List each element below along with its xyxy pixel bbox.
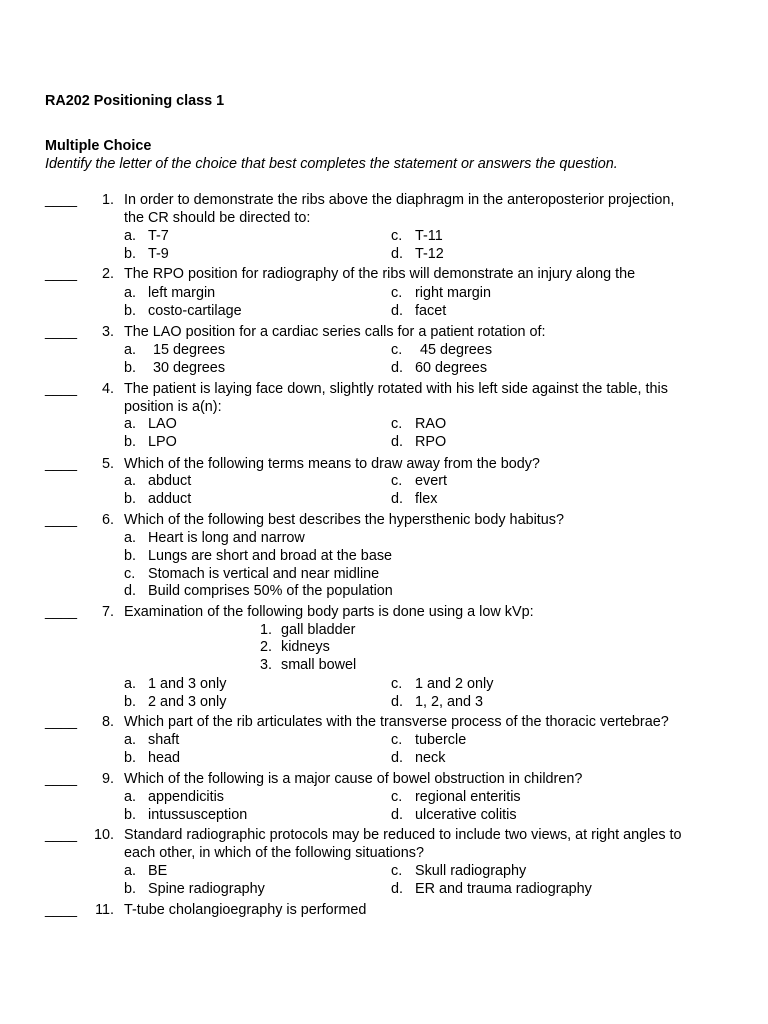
question-number: 8. bbox=[101, 714, 114, 730]
question-number: 1. bbox=[101, 192, 114, 208]
option-d[interactable]: d. flex bbox=[391, 491, 438, 507]
question-stem: Examination of the following body parts is done using a low kVp: bbox=[124, 604, 534, 620]
question-number: 3. bbox=[101, 324, 114, 340]
option-b[interactable]: b. 2 and 3 only bbox=[124, 694, 227, 710]
option-c[interactable]: c. RAO bbox=[391, 416, 447, 432]
option-d[interactable]: d. 1, 2, and 3 bbox=[391, 694, 484, 710]
option-a[interactable]: a. shaft bbox=[124, 732, 180, 748]
option-c[interactable]: c. tubercle bbox=[391, 732, 467, 748]
option-d[interactable]: d. ulcerative colitis bbox=[391, 807, 517, 823]
question-number: 11. bbox=[95, 902, 114, 918]
option-d[interactable]: d. Build comprises 50% of the population bbox=[124, 583, 393, 599]
answer-blank[interactable]: ____ bbox=[45, 902, 78, 918]
option-c[interactable]: c. Stomach is vertical and near midline bbox=[124, 566, 380, 582]
option-a[interactable]: a. LAO bbox=[124, 416, 177, 432]
option-b[interactable]: b. Lungs are short and broad at the base bbox=[124, 548, 393, 564]
question-stem: Which part of the rib articulates with the transverse process of the thoracic vertebrae? bbox=[124, 714, 669, 730]
option-a[interactable]: a. abduct bbox=[124, 473, 192, 489]
section-title: Multiple Choice bbox=[45, 138, 152, 154]
option-b[interactable]: b. Spine radiography bbox=[124, 881, 265, 897]
option-b[interactable]: b. costo-cartilage bbox=[124, 303, 242, 319]
option-b[interactable]: b. intussusception bbox=[124, 807, 248, 823]
page-title: RA202 Positioning class 1 bbox=[45, 93, 225, 109]
question-number: 10. bbox=[93, 827, 114, 843]
option-a[interactable]: a. Heart is long and narrow bbox=[124, 530, 305, 546]
option-d[interactable]: d. neck bbox=[391, 750, 446, 766]
option-a[interactable]: a. T-7 bbox=[124, 228, 169, 244]
question-number: 7. bbox=[101, 604, 114, 620]
option-c[interactable]: c. 45 degrees bbox=[391, 342, 493, 358]
option-c[interactable]: c. Skull radiography bbox=[391, 863, 527, 879]
option-a[interactable]: a. BE bbox=[124, 863, 168, 879]
sub-item: 3. small bowel bbox=[260, 657, 357, 673]
answer-blank[interactable]: ____ bbox=[45, 192, 78, 208]
option-b[interactable]: b. 30 degrees bbox=[124, 360, 226, 376]
option-b[interactable]: b. head bbox=[124, 750, 181, 766]
answer-blank[interactable]: ____ bbox=[45, 324, 78, 340]
option-a[interactable]: a. appendicitis bbox=[124, 789, 225, 805]
question-stem: The LAO position for a cardiac series calls for a patient rotation of: bbox=[124, 324, 546, 340]
sub-item: 1. gall bladder bbox=[260, 622, 356, 638]
option-d[interactable]: d. RPO bbox=[391, 434, 447, 450]
option-c[interactable]: c. regional enteritis bbox=[391, 789, 521, 805]
option-d[interactable]: d. T-12 bbox=[391, 246, 444, 262]
option-d[interactable]: d. 60 degrees bbox=[391, 360, 488, 376]
answer-blank[interactable]: ____ bbox=[45, 381, 78, 397]
answer-blank[interactable]: ____ bbox=[45, 604, 78, 620]
option-b[interactable]: b. T-9 bbox=[124, 246, 169, 262]
answer-blank[interactable]: ____ bbox=[45, 512, 78, 528]
option-c[interactable]: c. T-11 bbox=[391, 228, 443, 244]
option-b[interactable]: b. LPO bbox=[124, 434, 177, 450]
answer-blank[interactable]: ____ bbox=[45, 714, 78, 730]
question-number: 9. bbox=[101, 771, 114, 787]
option-d[interactable]: d. ER and trauma radiography bbox=[391, 881, 592, 897]
answer-blank[interactable]: ____ bbox=[45, 266, 78, 282]
question-number: 2. bbox=[101, 266, 114, 282]
instructions: Identify the letter of the choice that best completes the statement or answers the question. bbox=[45, 156, 618, 172]
option-a[interactable]: a. 15 degrees bbox=[124, 342, 226, 358]
option-d[interactable]: d. facet bbox=[391, 303, 447, 319]
option-c[interactable]: c. evert bbox=[391, 473, 447, 489]
question-stem: Which of the following is a major cause of bowel obstruction in children? bbox=[124, 771, 583, 787]
option-b[interactable]: b. adduct bbox=[124, 491, 192, 507]
sub-item: 2. kidneys bbox=[260, 639, 330, 655]
answer-blank[interactable]: ____ bbox=[45, 771, 78, 787]
option-a[interactable]: a. 1 and 3 only bbox=[124, 676, 227, 692]
question-stem: Standard radiographic protocols may be reduced to include two views, at right angles to each other, in which of the following situations? bbox=[124, 827, 682, 861]
question-number: 5. bbox=[101, 456, 114, 472]
option-c[interactable]: c. 1 and 2 only bbox=[391, 676, 494, 692]
answer-blank[interactable]: ____ bbox=[45, 456, 78, 472]
question-stem: The RPO position for radiography of the ribs will demonstrate an injury along the bbox=[124, 266, 636, 282]
question-stem: In order to demonstrate the ribs above the diaphragm in the anteroposterior projection, the CR should be directed to: bbox=[124, 192, 675, 226]
question-stem: The patient is laying face down, slightly rotated with his left side against the table, this position is a(n): bbox=[124, 381, 668, 415]
question-stem: Which of the following terms means to draw away from the body? bbox=[124, 456, 540, 472]
option-c[interactable]: c. right margin bbox=[391, 285, 491, 301]
question-stem: Which of the following best describes the hypersthenic body habitus? bbox=[124, 512, 564, 528]
answer-blank[interactable]: ____ bbox=[45, 827, 78, 843]
option-a[interactable]: a. left margin bbox=[124, 285, 216, 301]
question-number: 6. bbox=[101, 512, 114, 528]
question-number: 4. bbox=[101, 381, 114, 397]
question-stem: T-tube cholangioegraphy is performed bbox=[124, 902, 367, 918]
